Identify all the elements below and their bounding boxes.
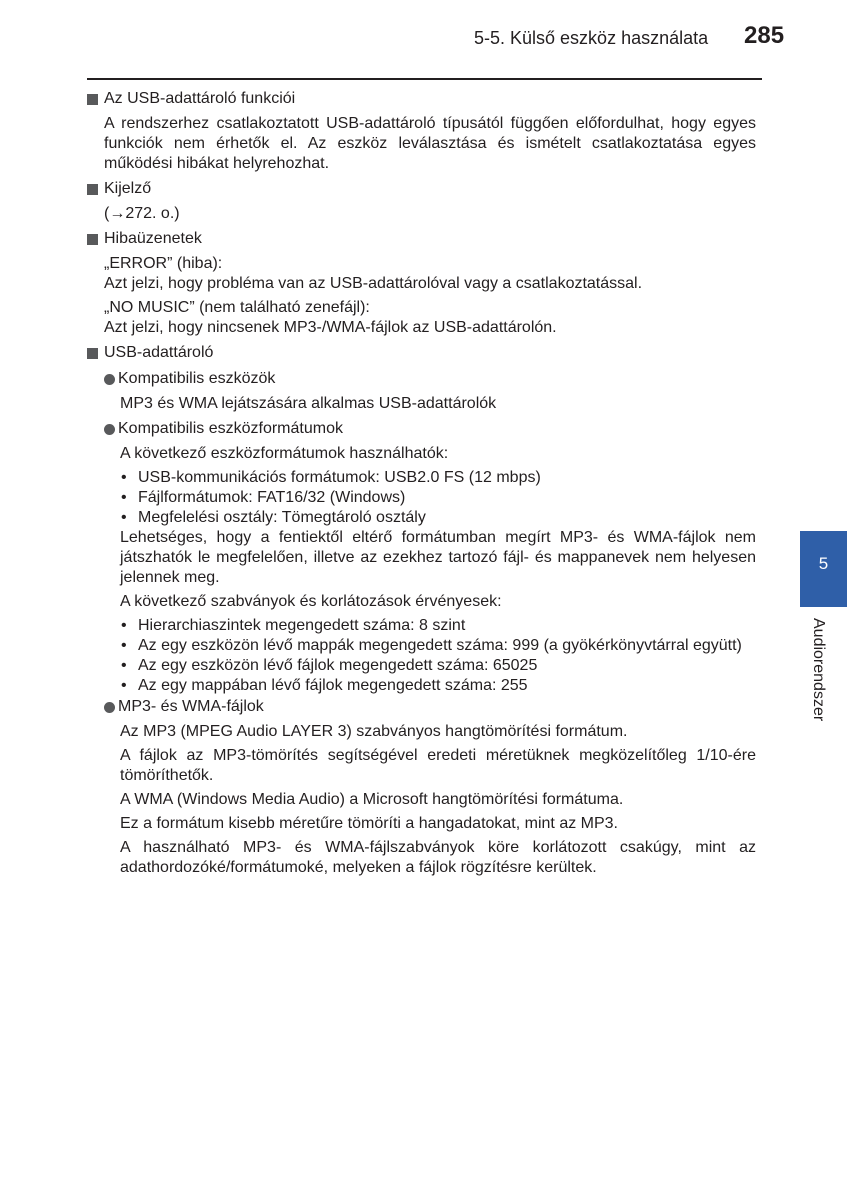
list-item: • Fájlformátumok: FAT16/32 (Windows) <box>138 488 756 508</box>
circle-bullet-icon <box>104 702 115 713</box>
paragraph: A rendszerhez csatlakoztatott USB-adattároló típusától függően előfordulhat, hogy egyes funkciók nem érhetők el. Az eszköz leválasztása és ismételt csatlakoztatása egyes működési hibákat helyrehozhat. <box>104 115 756 172</box>
section-heading: USB-adattároló <box>87 342 756 364</box>
page-reference: (→272. o.) <box>104 205 180 222</box>
square-bullet-icon <box>87 348 98 359</box>
error-description: Azt jelzi, hogy probléma van az USB-adattárolóval vagy a csatlakoztatással. <box>104 275 643 292</box>
paragraph: MP3 és WMA lejátszására alkalmas USB-adattárolók <box>120 395 497 412</box>
list-item: • Hierarchiaszintek megengedett száma: 8 szint <box>138 616 756 636</box>
error-message-block <box>87 298 756 338</box>
paragraph: A fájlok az MP3-tömörítés segítségével eredeti méretüknek megközelítőleg 1/10-ére tömöríthetők. <box>120 747 756 784</box>
paragraph: Az MP3 (MPEG Audio LAYER 3) szabványos hangtömörítési formátum. <box>120 723 628 740</box>
square-bullet-icon <box>87 94 98 105</box>
subsection-heading: Kompatibilis eszközformátumok <box>87 418 756 440</box>
list-item: • Megfelelési osztály: Tömegtároló osztály <box>138 508 756 528</box>
error-label: „ERROR” (hiba): <box>104 255 223 272</box>
error-message-block <box>87 254 756 294</box>
error-label: „NO MUSIC” (nem található zenefájl): <box>104 299 370 316</box>
circle-bullet-icon <box>104 424 115 435</box>
chapter-tab: 5 <box>800 531 847 607</box>
paragraph: Lehetséges, hogy a fentiektől eltérő formátumban megírt MP3- és WMA-fájlok nem játszhatók le megfelelően, illetve az ezekhez tartozó fájl- és mappanevek nem helyesen jelennek meg. <box>120 529 756 586</box>
circle-bullet-icon <box>104 374 115 385</box>
page-number: 285 <box>744 22 785 49</box>
paragraph: Ez a formátum kisebb méretűre tömöríti a hangadatokat, mint az MP3. <box>120 815 618 832</box>
list-item: • Az egy eszközön lévő fájlok megengedett száma: 65025 <box>138 656 756 676</box>
error-description: Azt jelzi, hogy nincsenek MP3-/WMA-fájlok az USB-adattárolón. <box>104 319 557 336</box>
square-bullet-icon <box>87 234 98 245</box>
chapter-side-label: Audiorendszer <box>810 618 827 722</box>
subsection-heading: Kompatibilis eszközök <box>87 368 756 390</box>
limits-list <box>87 616 756 696</box>
section-heading: Hibaüzenetek <box>87 228 756 250</box>
section-heading: Az USB-adattároló funkciói <box>87 88 756 110</box>
format-list <box>87 468 756 528</box>
square-bullet-icon <box>87 184 98 195</box>
paragraph: A használható MP3- és WMA-fájlszabványok köre korlátozott csakúgy, mint az adathordozóké/formátumoké, melyeken a fájlok rögzítésre kerültek. <box>120 839 756 876</box>
list-item: • Az egy mappában lévő fájlok megengedett száma: 255 <box>138 676 756 696</box>
list-item: • Az egy eszközön lévő mappák megengedett száma: 999 (a gyökérkönyvtárral együtt) <box>138 636 756 656</box>
chapter-title: 5-5. Külső eszköz használata <box>474 28 709 48</box>
subsection-heading: MP3- és WMA-fájlok <box>87 696 756 718</box>
section-heading: Kijelző <box>87 178 756 200</box>
header-divider <box>87 78 762 80</box>
page-content <box>87 88 756 878</box>
list-item: • USB-kommunikációs formátumok: USB2.0 FS (12 mbps) <box>138 468 756 488</box>
paragraph: A következő eszközformátumok használhatók: <box>120 445 449 462</box>
paragraph: A WMA (Windows Media Audio) a Microsoft hangtömörítési formátuma. <box>120 791 624 808</box>
paragraph: A következő szabványok és korlátozások érvényesek: <box>120 593 502 610</box>
